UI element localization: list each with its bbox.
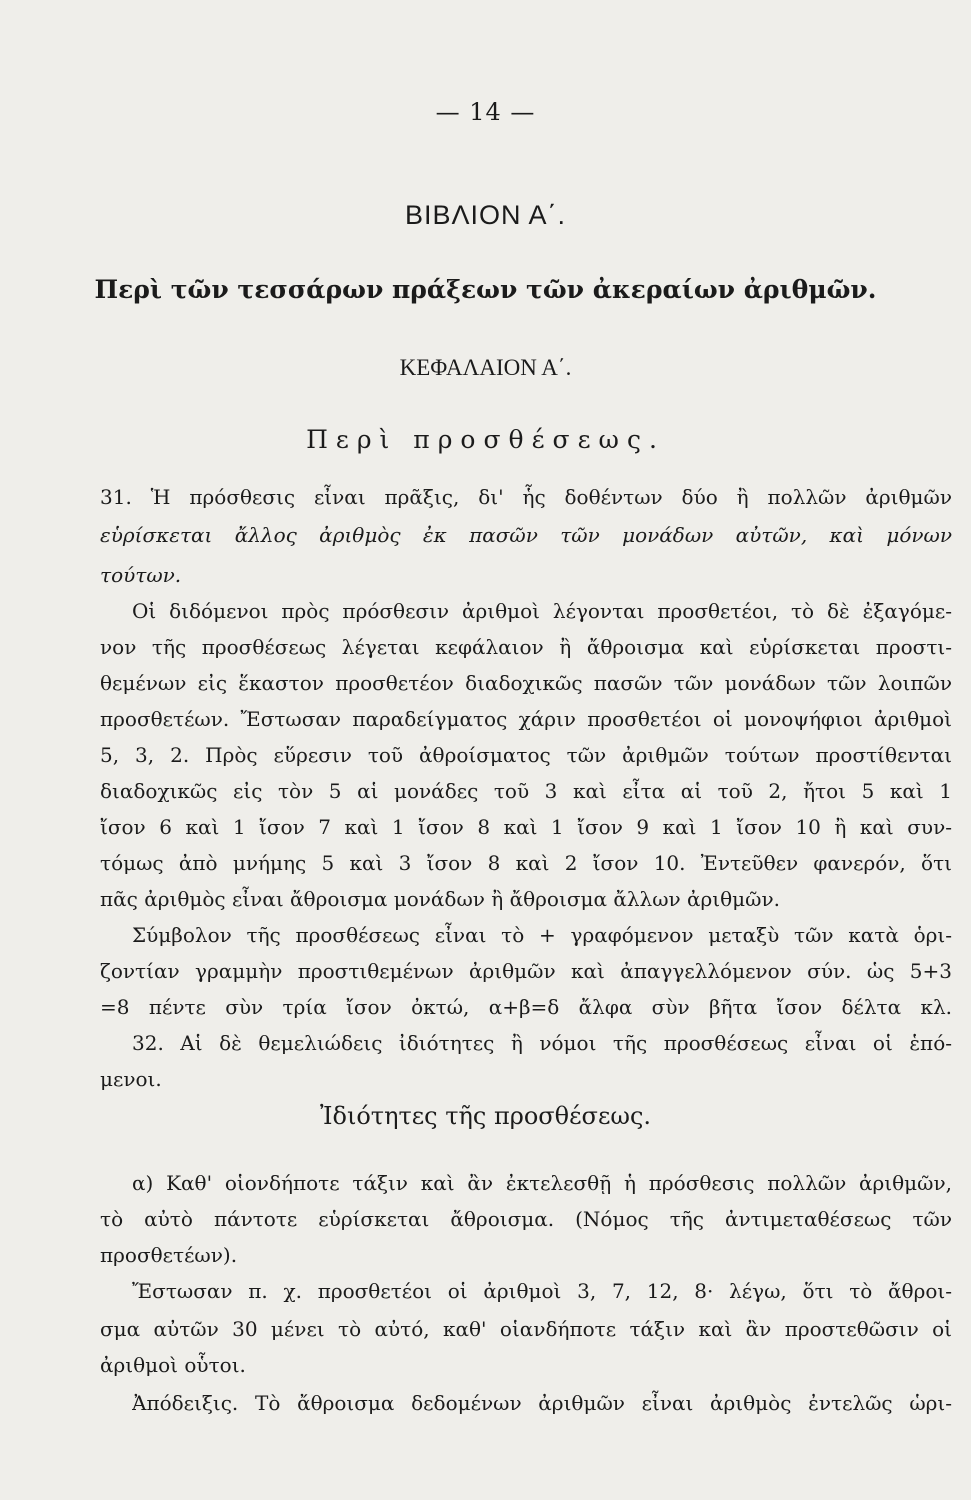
text-line: ἀριθμοὶ οὗτοι. [100,1353,246,1377]
text-line: εὑρίσκεται ἄλλος ἀριθμὸς ἐκ πασῶν τῶν μονάδων αὐτῶν, καὶ μόνων [100,523,952,547]
text-line: Οἱ διδόμενοι πρὸς πρόσθεσιν ἀριθμοὶ λέγονται προσθετέοι, τὸ δὲ ἐξαγόμε- [132,599,952,623]
text-line: ζοντίαν γραμμὴν προστιθεμένων ἀριθμῶν καὶ ἀπαγγελλόμενον σύν. ὡς 5+3 [100,959,952,983]
chapter-title: ΚΕΦΑΛΑΙΟΝ Α΄. [399,355,572,380]
text-line: 31. Ἡ πρόσθεσις εἶναι πρᾶξις, δι' ἧς δοθέντων δύο ἢ πολλῶν ἀριθμῶν [100,485,952,509]
text-line: θεμένων εἰς ἕκαστον προσθετέον διαδοχικῶς πασῶν τῶν μονάδων τῶν λοιπῶν [100,671,952,695]
text-line: Σύμβολον τῆς προσθέσεως εἶναι τὸ + γραφόμενον μεταξὺ τῶν κατὰ ὁρι- [132,923,952,947]
text-line: διαδοχικῶς εἰς τὸν 5 αἱ μονάδες τοῦ 3 καὶ εἶτα αἱ τοῦ 2, ἤτοι 5 καὶ 1 [100,779,952,803]
text-line: Ἔστωσαν π. χ. προσθετέοι οἱ ἀριθμοὶ 3, 7, 12, 8· λέγω, ὅτι τὸ ἄθροι- [132,1279,952,1303]
text-line: τὸ αὐτὸ πάντοτε εὑρίσκεται ἄθροισμα. (Νόμος τῆς ἀντιμεταθέσεως τῶν [100,1207,952,1231]
book-title: ΒΙΒΛΙΟΝ Α΄. [404,200,567,230]
subheading: Ἰδιότητες τῆς προσθέσεως. [319,1102,652,1130]
text-line: α) Καθ' οἱονδήποτε τάξιν καὶ ἂν ἐκτελεσθῇ ἡ πρόσθεσις πολλῶν ἀριθμῶν, [132,1171,952,1195]
text-line: προσθετέων). [100,1243,238,1267]
text-line: 32. Αἱ δὲ θεμελιώδεις ἰδιότητες ἢ νόμοι τῆς προσθέσεως εἶναι οἱ ἑπό- [132,1031,952,1055]
text-line: 5, 3, 2. Πρὸς εὕρεσιν τοῦ ἀθροίσματος τῶν ἀριθμῶν τούτων προστίθενται [100,743,952,767]
text-line: μενοι. [100,1067,162,1091]
part-title: Περὶ τῶν τεσσάρων πράξεων τῶν ἀκεραίων ἀριθμῶν. [94,275,877,304]
page-number: — 14 — [435,98,536,126]
text-line: =8 πέντε σὺν τρία ἴσον ὀκτώ, α+β=δ ἄλφα σὺν βῆτα ἴσον δέλτα κλ. [100,995,952,1019]
text-line: Ἀπόδειξις. Τὸ ἄθροισμα δεδομένων ἀριθμῶν εἶναι ἀριθμὸς ἐντελῶς ὡρι- [132,1391,952,1415]
text-line: νον τῆς προσθέσεως λέγεται κεφάλαιον ἢ ἄθροισμα καὶ εὑρίσκεται προστι- [100,635,952,659]
text-line: σμα αὐτῶν 30 μένει τὸ αὐτό, καθ' οἱανδήποτε τάξιν καὶ ἂν προστεθῶσιν οἱ [100,1317,952,1341]
text-line: τόμως ἀπὸ μνήμης 5 καὶ 3 ἴσον 8 καὶ 2 ἴσον 10. Ἐντεῦθεν φανερόν, ὅτι [100,851,952,875]
section-title: Περὶ προσθέσεως. [306,425,665,454]
text-line: τούτων. [100,563,182,587]
text-line: προσθετέων. Ἔστωσαν παραδείγματος χάριν προσθετέοι οἱ μονοψήφιοι ἀριθμοὶ [100,707,952,731]
text-line: πᾶς ἀριθμὸς εἶναι ἄθροισμα μονάδων ἢ ἄθροισμα ἄλλων ἀριθμῶν. [100,887,780,911]
text-line: ἴσον 6 καὶ 1 ἴσον 7 καὶ 1 ἴσον 8 καὶ 1 ἴσον 9 καὶ 1 ἴσον 10 ἢ καὶ συν- [100,815,952,839]
